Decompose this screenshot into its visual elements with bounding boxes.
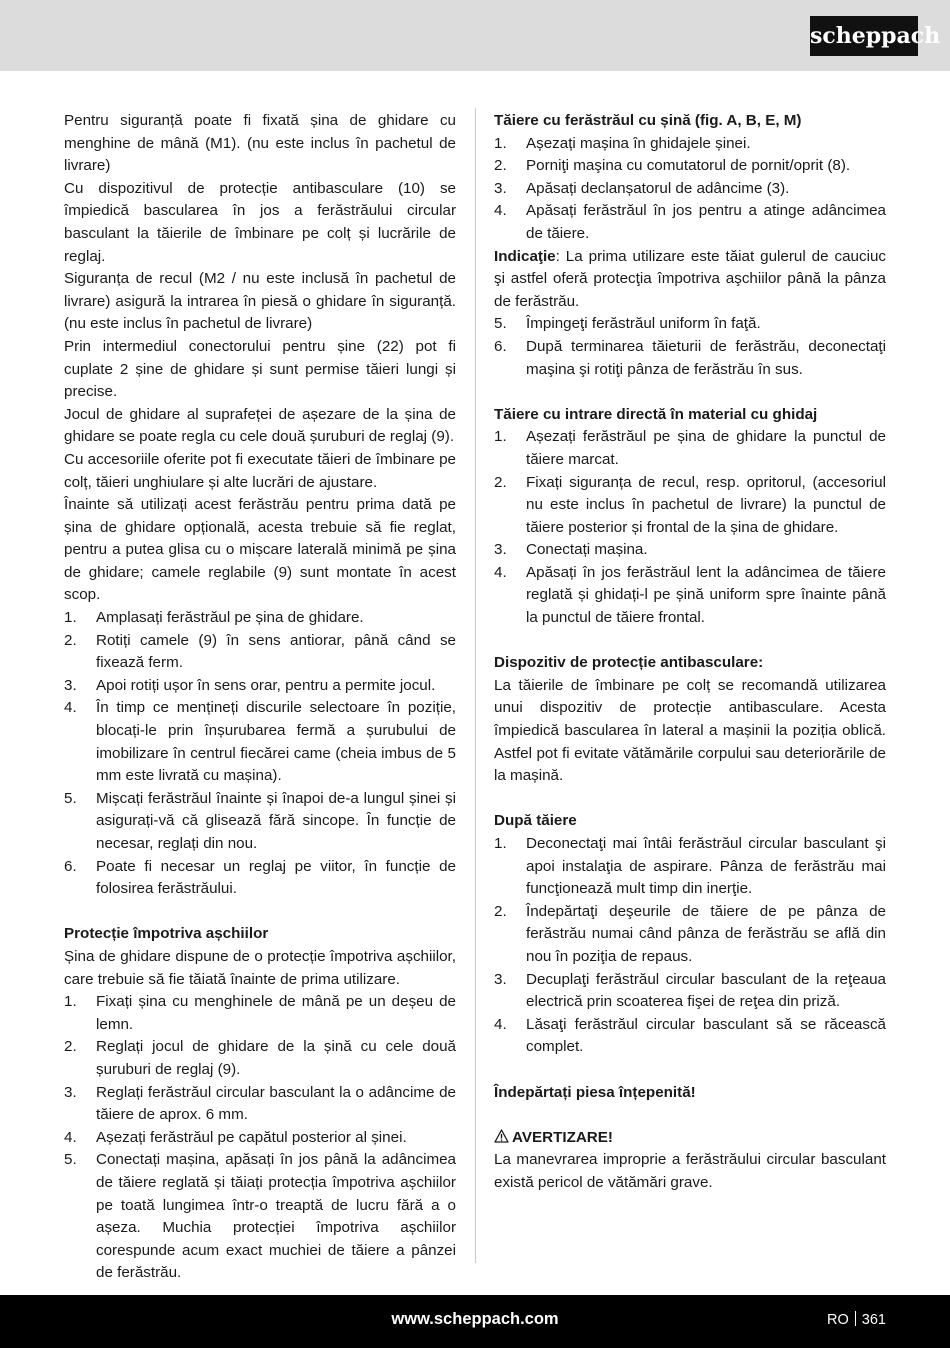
protection-steps-list bbox=[64, 991, 456, 1285]
list-item bbox=[64, 607, 456, 630]
warning-heading bbox=[494, 1127, 886, 1150]
step-number: 3. bbox=[64, 1083, 77, 1101]
step-number: 2. bbox=[64, 631, 77, 649]
step-number: 4. bbox=[64, 1128, 77, 1146]
list-item bbox=[494, 178, 886, 201]
step-text: Îndepărtaţi deşeurile de tăiere de pe pânza de ferăstrău numai când pânza de ferăstrău se află din nou în poziţia de repaus. bbox=[526, 902, 886, 965]
note-label: Indicaţie bbox=[494, 247, 556, 265]
brand-logo: scheppach bbox=[810, 16, 918, 56]
right-column bbox=[494, 110, 886, 1195]
header-bar bbox=[0, 0, 950, 71]
step-number: 4. bbox=[64, 699, 77, 717]
step-number: 6. bbox=[494, 337, 507, 355]
left-column bbox=[64, 110, 456, 1285]
step-text: Apăsați în jos ferăstrăul lent la adâncimea de tăiere reglată și ghidați-l pe șină uniform spre înainte până la punctul de tăiere frontal. bbox=[526, 563, 886, 627]
step-number: 1. bbox=[64, 609, 77, 627]
intro-paragraph: Cu dispozitivul de protecție antibasculare (10) se împiedică bascularea în jos a ferăstrăului circular basculant la tăierile de îmbinare pe colț și lucrările de reglaj. bbox=[64, 179, 456, 265]
step-number: 2. bbox=[494, 902, 507, 920]
list-item bbox=[494, 969, 886, 1014]
step-number: 5. bbox=[64, 1151, 77, 1169]
step-number: 2. bbox=[64, 1038, 77, 1056]
step-number: 5. bbox=[494, 315, 507, 333]
step-number: 4. bbox=[494, 563, 507, 581]
list-item bbox=[494, 833, 886, 901]
section-paragraph: Șina de ghidare dispune de o protecție împotriva așchiilor, care trebuie să fie tăiată înainte de prima utilizare. bbox=[64, 947, 456, 988]
step-number: 4. bbox=[494, 1015, 507, 1033]
note-paragraph bbox=[494, 246, 886, 314]
step-text: Poate fi necesar un reglaj pe viitor, în funcție de folosirea ferăstrăului. bbox=[96, 857, 456, 898]
list-item bbox=[64, 1127, 456, 1150]
step-text: Fixați siguranța de recul, resp. opritorul, (accesoriul nu este inclus în pachetul de livrare) la punctul de tăiere posterior și frontal de la șina de ghidare. bbox=[526, 473, 886, 536]
page-indicator bbox=[827, 1311, 886, 1328]
after-steps-list bbox=[494, 833, 886, 1059]
section-paragraph: La tăierile de îmbinare pe colț se recomandă utilizarea unui dispozitiv de protecție antibasculare. Acesta împiedică bascularea în lateral a mașinii la poziția oblică. Astfel pot fi evitate vătămările corpului sau deteriorările de la mașină. bbox=[494, 676, 886, 785]
step-number: 5. bbox=[64, 789, 77, 807]
spacer bbox=[494, 1104, 886, 1127]
cut-steps-list bbox=[494, 133, 886, 246]
step-number: 4. bbox=[494, 202, 507, 220]
step-text: Porniţi maşina cu comutatorul de pornit/oprit (8). bbox=[526, 157, 851, 175]
step-text: Mișcați ferăstrăul înainte și înapoi de-a lungul șinei și asigurați-vă că glisează fără sincope. În funcție de necesar, reglați din nou. bbox=[96, 789, 456, 852]
step-text: Lăsaţi ferăstrăul circular basculant să se răcească complet. bbox=[526, 1015, 886, 1056]
step-text: Apăsați declanșatorul de adâncime (3). bbox=[526, 179, 790, 197]
section-heading: După tăiere bbox=[494, 812, 577, 830]
intro-paragraph: Pentru siguranță poate fi fixată șina de ghidare cu menghine de mână (M1). (nu este inclus în pachetul de livrare) bbox=[64, 112, 456, 175]
step-text: Fixați șina cu menghinele de mână pe un deșeu de lemn. bbox=[96, 993, 456, 1033]
list-item bbox=[494, 200, 886, 245]
step-text: Așezați ferăstrăul pe șina de ghidare la punctul de tăiere marcat. bbox=[526, 428, 886, 468]
list-item bbox=[494, 313, 886, 336]
footer-bar bbox=[0, 1295, 950, 1348]
warning-triangle-icon bbox=[494, 1129, 509, 1143]
list-item bbox=[64, 991, 456, 1036]
section-heading: Dispozitiv de protecție antibasculare: bbox=[494, 654, 764, 672]
spacer bbox=[494, 381, 886, 404]
list-item bbox=[494, 336, 886, 381]
step-text: Deconectaţi mai întâi ferăstrăul circular basculant şi apoi instalaţia de aspirare. Pânza de ferăstrău mai funcţionează mult timp din inerţie. bbox=[526, 835, 886, 898]
page-number: 361 bbox=[861, 1312, 886, 1328]
step-text: Așezați ferăstrăul pe capătul posterior al șinei. bbox=[96, 1128, 407, 1146]
list-item bbox=[64, 856, 456, 901]
step-number: 2. bbox=[494, 473, 507, 491]
list-item bbox=[494, 1014, 886, 1059]
website-link[interactable]: www.scheppach.com bbox=[391, 1310, 559, 1328]
step-number: 3. bbox=[64, 676, 77, 694]
step-text: Reglați ferăstrăul circular basculant la o adâncime de tăiere de aprox. 6 mm. bbox=[96, 1083, 456, 1124]
list-item bbox=[494, 539, 886, 562]
step-number: 3. bbox=[494, 179, 507, 197]
step-number: 1. bbox=[494, 428, 507, 446]
list-item bbox=[64, 788, 456, 856]
step-text: Rotiți camele (9) în sens antiorar, până când se fixează ferm. bbox=[96, 631, 456, 672]
list-item bbox=[494, 901, 886, 969]
spacer bbox=[494, 630, 886, 653]
step-number: 1. bbox=[494, 134, 507, 152]
section-heading: Protecție împotriva așchiilor bbox=[64, 925, 269, 943]
separator bbox=[855, 1311, 856, 1326]
list-item bbox=[494, 133, 886, 156]
step-text: Conectați mașina. bbox=[526, 541, 648, 559]
step-text: În timp ce mențineți discurile selectoare în poziție, blocați-le prin înșurubarea fermă a șurubului de imobilizare în centrul fiecărei came (cheia imbus de 5 mm este livrată cu mașina). bbox=[96, 699, 456, 785]
direct-steps-list bbox=[494, 426, 886, 629]
section-heading: Tăiere cu intrare directă în material cu ghidaj bbox=[494, 405, 818, 423]
list-item bbox=[64, 630, 456, 675]
column-divider bbox=[475, 108, 476, 1263]
intro-paragraph: Siguranța de recul (M2 / nu este inclusă în pachetul de livrare) asigură la intrarea în piesă o ghidare în siguranță. (nu este inclus în pachetul de livrare) bbox=[64, 270, 456, 333]
warning-text: La manevrarea improprie a ferăstrăului circular basculant există pericol de vătămări grave. bbox=[494, 1151, 886, 1191]
step-number: 6. bbox=[64, 857, 77, 875]
step-text: Amplasați ferăstrăul pe șina de ghidare. bbox=[96, 609, 364, 627]
intro-paragraph: Înainte să utilizați acest ferăstrău pentru prima dată pe șina de ghidare opțională, acesta trebuie să fie reglat, pentru a putea glisa cu o mișcare laterală minimă pe șina de ghidare; camele reglabile (9) sunt montate în acest scop. bbox=[64, 496, 456, 604]
step-text: Împingeţi ferăstrăul uniform în faţă. bbox=[526, 315, 761, 333]
cut-steps-list-continued bbox=[494, 313, 886, 381]
list-item bbox=[494, 426, 886, 471]
step-text: Conectați mașina, apăsați în jos până la adâncimea de tăiere reglată și tăiați protecția împotriva așchiilor pe toată lungimea într-o treaptă de lucru fără a o așeza. Muchia protecției împotriva așchiilor corespunde acum exact muchiei de tăiere a pânzei de ferăstrău. bbox=[96, 1151, 456, 1282]
list-item bbox=[64, 675, 456, 698]
step-text: După terminarea tăieturii de ferăstrău, deconectaţi maşina şi rotiţi pânza de ferăstrău în sus. bbox=[526, 337, 886, 378]
list-item bbox=[64, 1149, 456, 1285]
warning-title: AVERTIZARE! bbox=[512, 1128, 613, 1146]
step-text: Apăsați ferăstrăul în jos pentru a atinge adâncimea de tăiere. bbox=[526, 202, 886, 242]
step-number: 1. bbox=[494, 835, 507, 852]
list-item bbox=[64, 1082, 456, 1127]
step-text: Apoi rotiți ușor în sens orar, pentru a permite jocul. bbox=[96, 676, 436, 694]
spacer bbox=[64, 901, 456, 924]
step-text: Decuplaţi ferăstrăul circular basculant de la reţeaua electrică prin scoaterea fişei de reţea din priză. bbox=[526, 970, 886, 1011]
step-text: Așezați mașina în ghidajele șinei. bbox=[526, 134, 751, 152]
list-item bbox=[64, 697, 456, 787]
list-item bbox=[494, 472, 886, 540]
list-item bbox=[494, 562, 886, 630]
language-code: RO bbox=[827, 1312, 849, 1328]
section-heading: Îndepărtați piesa înțepenită! bbox=[494, 1083, 696, 1101]
intro-paragraph: Prin intermediul conectorului pentru șine (22) pot fi cuplate 2 șine de ghidare și sunt permise tăieri lungi și precise. bbox=[64, 337, 456, 401]
spacer bbox=[494, 1059, 886, 1082]
list-item bbox=[64, 1036, 456, 1081]
section-heading: Tăiere cu ferăstrăul cu șină (fig. A, B, E, M) bbox=[494, 112, 802, 129]
intro-paragraph: Cu accesoriile oferite pot fi executate tăieri de îmbinare pe colț, tăieri unghiulare și alte lucrări de ajustare. bbox=[64, 450, 456, 491]
note-text: : La prima utilizare este tăiat gulerul de cauciuc şi astfel oferă protecţia împotriva aşchiilor până la pânza de ferăstrău. bbox=[494, 247, 886, 310]
step-number: 2. bbox=[494, 157, 507, 175]
step-number: 1. bbox=[64, 993, 77, 1011]
spacer bbox=[494, 788, 886, 811]
step-number: 3. bbox=[494, 541, 507, 559]
setup-steps-list bbox=[64, 607, 456, 901]
intro-paragraph: Jocul de ghidare al suprafeței de așezare de la șina de ghidare se poate regla cu cele două șuruburi de reglaj (9). bbox=[64, 405, 456, 446]
step-text: Reglați jocul de ghidare de la șină cu cele două șuruburi de reglaj (9). bbox=[96, 1038, 456, 1078]
list-item bbox=[494, 155, 886, 178]
step-number: 3. bbox=[494, 970, 507, 988]
